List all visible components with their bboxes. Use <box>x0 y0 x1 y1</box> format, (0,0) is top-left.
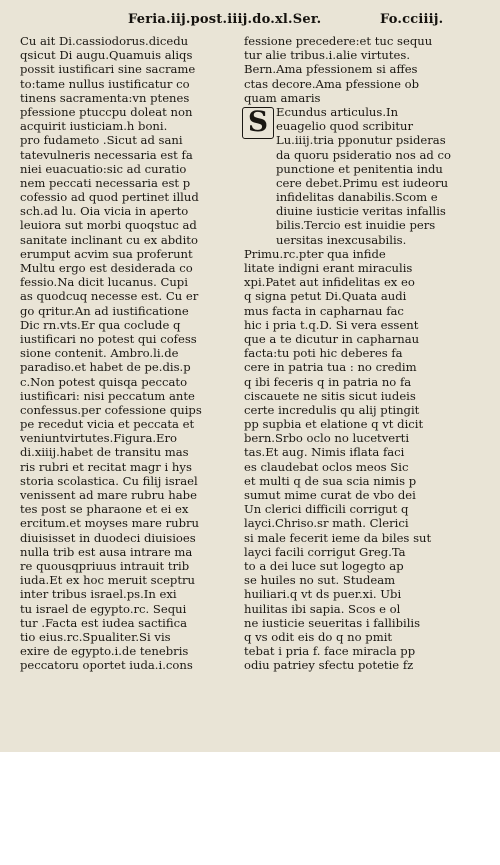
text-line: tes post se pharaone et ei ex <box>20 502 189 517</box>
text-line: peccatoru oportet iuda.i.cons <box>20 658 193 673</box>
text-line: hic i pria t.q.D. Si vera essent <box>244 317 419 332</box>
text-line: q signa petut Di.Quata audi <box>244 289 407 304</box>
page-header <box>20 8 492 30</box>
text-line: tio eius.rc.Spualiter.Si vis <box>20 629 171 644</box>
text-line: venissent ad mare rubru habe <box>20 488 197 502</box>
running-title: Feria.iij.post.iiij.do.xl.Ser. <box>128 12 322 27</box>
text-line: bilis.Tercio est inuidie pers <box>276 218 436 233</box>
folio-number: Fo.cciiij. <box>380 12 444 27</box>
text-line: tinens sacramenta:vn ptenes <box>20 90 190 105</box>
text-line: es claudebat oclos meos Sic <box>244 459 409 474</box>
text-line: ctas decore.Ama pfessione ob <box>244 76 420 91</box>
text-line: pro fudameto .Sicut ad sani <box>20 133 183 148</box>
text-line: pe recedut vicia et peccata et <box>20 417 195 432</box>
text-line: confessus.per cofessione quips <box>20 402 202 417</box>
text-line: to a dei luce sut logegto ap <box>244 558 404 573</box>
text-line: sanitate inclinant cu ex abdito <box>20 232 198 247</box>
text-line: Un clerici difficili corrigut q <box>244 502 409 517</box>
initial-paragraph <box>244 105 454 247</box>
left-text-column <box>20 34 230 672</box>
text-line: cere in patria tua : no credim <box>244 360 417 375</box>
text-line: punctione et penitentia indu <box>276 161 443 176</box>
text-line: layci facili corrigut Greg.Ta <box>244 544 406 559</box>
decorated-initial-s: S <box>242 107 274 139</box>
text-line: q ibi feceris q in patria no fa <box>244 374 412 389</box>
text-line: tur .Facta est iudea sactifica <box>20 615 188 630</box>
text-line: sione contenit. Ambro.li.de <box>20 346 179 361</box>
text-line: leuiora sut morbi quoqstuc ad <box>20 218 197 233</box>
text-line: nulla trib est ausa intrare ma <box>20 544 193 559</box>
text-line: exire de egypto.i.de tenebris <box>20 644 189 659</box>
text-line: odiu patriey sfectu potetie fz <box>244 658 414 673</box>
text-line: diuine iusticie veritas infallis <box>276 204 446 219</box>
text-line: q vs odit eis do q no pmit <box>244 629 393 644</box>
text-line: tu israel de egypto.rc. Sequi <box>20 601 187 616</box>
text-line: iuda.Et ex hoc meruit sceptru <box>20 573 196 588</box>
text-line: Cu ait Di.cassiodorus.dicedu <box>20 34 189 48</box>
text-line: cofessio ad quod pertinet illud <box>20 190 199 205</box>
text-line: Bern.Ama pfessionem si affes <box>244 62 418 77</box>
text-line: tas.Et aug. Nimis iflata faci <box>244 445 405 460</box>
text-line: pp supbia et elatione q vt dicit <box>244 417 424 432</box>
text-line: re quousqpriuus intrauit trib <box>20 558 190 573</box>
text-line: nem peccati necessaria est p <box>20 175 191 190</box>
text-line: quam amaris <box>244 90 321 105</box>
text-line: iustificari no potest qui cofess <box>20 331 197 346</box>
text-line: huilitas ibi sapia. Scos e ol <box>244 601 401 616</box>
text-line: niei euacuatio:sic ad curatio <box>20 161 187 176</box>
text-line: si male fecerit ieme da biles sut <box>244 530 432 545</box>
text-line: Primu.rc.pter qua infide <box>244 246 386 261</box>
text-line: ercitum.et moyses mare rubru <box>20 516 200 531</box>
text-line: cere debet.Primu est iudeoru <box>276 175 449 190</box>
text-line: que a te dicutur in capharnau <box>244 331 420 346</box>
text-line: et multi q de sua scia nimis p <box>244 473 417 488</box>
text-line: uersitas inexcusabilis. <box>276 232 407 247</box>
text-line: Lu.iiij.tria pponutur psideras <box>276 133 446 148</box>
text-line: di.xiiij.habet de transitu mas <box>20 445 189 460</box>
text-line: to:tame nullus iustificatur co <box>20 76 190 91</box>
text-line: litate indigni erant miraculis <box>244 261 413 275</box>
text-line: possit iustificari sine sacrame <box>20 62 196 77</box>
text-line: ciscauete ne sitis sicut iudeis <box>244 388 416 403</box>
text-line: qsicut Di augu.Quamuis aliqs <box>20 48 193 63</box>
text-line: tatevulneris necessaria est fa <box>20 147 193 162</box>
text-line: infidelitas danabilis.Scom e <box>276 190 438 205</box>
text-line: se huiles no sut. Studeam <box>244 573 396 588</box>
text-line: fessione precedere:et tuc sequu <box>244 34 433 48</box>
text-line: mus facta in capharnau fac <box>244 303 404 318</box>
text-line: c.Non potest quisqa peccato <box>20 374 188 389</box>
text-line: inter tribus israel.ps.In exi <box>20 587 177 602</box>
text-line: Dic rn.vts.Er qua coclude q <box>20 317 181 332</box>
text-line: ris rubri et recitat magr i hys <box>20 459 192 474</box>
text-line: go qritur.An ad iustificatione <box>20 303 189 318</box>
text-line: euagelio quod scribitur <box>276 119 414 134</box>
text-line: Ecundus articulus.In <box>276 104 399 119</box>
text-line: da quoru psideratio nos ad co <box>276 147 452 162</box>
text-line: veniuntvirtutes.Figura.Ero <box>20 431 178 446</box>
page-bottom-margin <box>0 752 500 865</box>
text-line: sumut mime curat de vbo dei <box>244 488 416 502</box>
text-line: Multu ergo est desiderada co <box>20 261 193 275</box>
text-line: bern.Srbo oclo no lucetverti <box>244 431 410 446</box>
text-line: storia scolastica. Cu filij israel <box>20 473 198 488</box>
text-line: huiliari.q vt ds puer.xi. Ubi <box>244 587 402 602</box>
text-line: tebat i pria f. face miracla pp <box>244 644 416 659</box>
right-column-remaining-block <box>244 247 454 673</box>
text-line: as quodcuq necesse est. Cu er <box>20 289 199 304</box>
text-line: xpi.Patet aut infidelitas ex eo <box>244 275 415 290</box>
text-line: tur alie tribus.i.alie virtutes. <box>244 48 411 63</box>
text-line: acquirit iusticiam.h boni. <box>20 119 168 134</box>
text-line: certe incredulis qu alij ptingit <box>244 402 420 417</box>
text-line: sch.ad lu. Oia vicia in aperto <box>20 204 189 219</box>
text-line: fessio.Na dicit lucanus. Cupi <box>20 275 188 290</box>
right-text-column <box>244 34 454 672</box>
text-line: erumput acvim sua proferunt <box>20 246 193 261</box>
text-line: layci.Chriso.sr math. Clerici <box>244 516 409 531</box>
text-line: ne iusticie seueritas i fallibilis <box>244 615 421 630</box>
text-line: paradiso.et habet de pe.dis.p <box>20 360 191 375</box>
text-line: pfessione ptuccpu doleat non <box>20 104 193 119</box>
initial-block <box>244 105 454 247</box>
right-column-top-block <box>244 34 454 105</box>
text-line: facta:tu poti hic deberes fa <box>244 346 403 361</box>
text-line: diuisisset in duodeci diuisioes <box>20 530 196 545</box>
text-line: iustificari: nisi peccatum ante <box>20 388 195 403</box>
